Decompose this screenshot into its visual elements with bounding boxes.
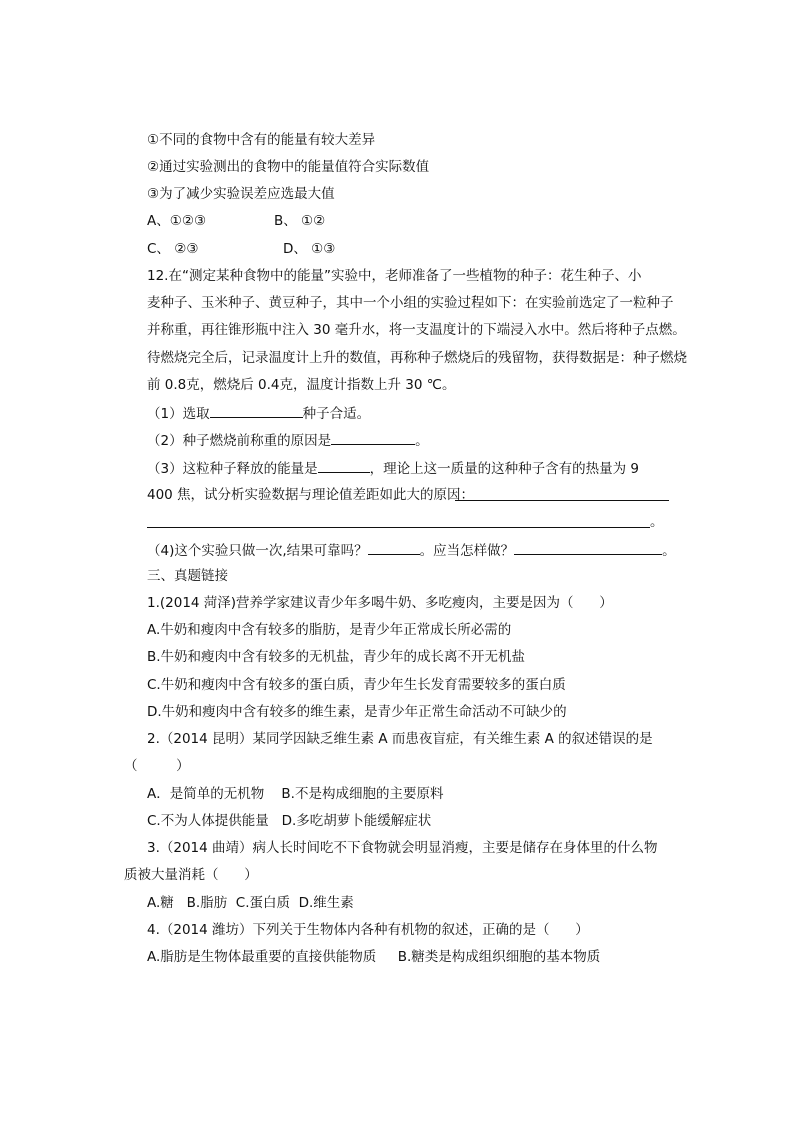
q12-sub4-blank-method[interactable] [514, 541, 662, 555]
q12-sub4-question: （4)这个实验只做一次,结果可靠吗？ [147, 543, 368, 559]
zq1-stem: 1.(2014 菏泽)营养学家建议青少年多喝牛奶、多吃瘦肉，主要是因为（ ） [147, 595, 613, 611]
q11-statement-3: ③为了减少实验误差应选最大值 [147, 186, 335, 202]
zq2-answer-paren: （ ） [124, 758, 190, 774]
q12-sub2-suffix: 。 [415, 433, 429, 449]
zq3-stem: 3.（2014 曲靖）病人长时间吃不下食物就会明显消瘦，主要是储存在身体里的什么物 [147, 840, 658, 856]
q12-stem-line-1: 12.在“测定某种食物中的能量”实验中，老师准备了一些植物的种子：花生种子、小 [147, 268, 642, 284]
q12-sub3-suffix: ，理论上这一质量的这种种子含有的热量为 9 [369, 461, 639, 477]
q12-sub2-blank[interactable] [331, 431, 415, 445]
q12-sub1-blank[interactable] [210, 404, 303, 418]
q11-statement-2: ②通过实验测出的食物中的能量值符合实际数值 [147, 159, 430, 175]
q12-sub3-blank-reason-2[interactable] [147, 527, 650, 528]
q11-choice-d: D、 ①③ [283, 241, 336, 257]
q12-sub1-prefix: （1）选取 [147, 406, 210, 422]
q12-stem-line-3: 并称重，再往锥形瓶中注入 30 毫升水，将一支温度计的下端浸入水中。然后将种子点燃。 [147, 322, 686, 338]
q12-sub4 [147, 541, 676, 559]
q12-sub3-line-2: 400 焦，试分析实验数据与理论值差距如此大的原因： [147, 487, 475, 503]
zq4-stem: 4.（2014 潍坊）下列关于生物体内各种有机物的叙述，正确的是（ ） [147, 922, 589, 938]
q12-stem-line-5: 前 0.8克，燃烧后 0.4克，温度计指数上升 30 ℃。 [147, 377, 456, 393]
zq3-options: A.糖 B.脂肪 C.蛋白质 D.维生素 [147, 895, 354, 911]
q12-stem-line-4: 待燃烧完全后，记录温度计上升的数值，再称种子燃烧后的残留物，获得数据是：种子燃烧 [147, 350, 687, 366]
q12-sub3-blank-reason-1[interactable] [455, 500, 669, 501]
q12-sub3 [147, 459, 639, 477]
q12-sub1 [147, 404, 370, 422]
q12-sub3-end-mark: 。 [650, 514, 664, 530]
q12-sub4-blank-reliable[interactable] [368, 541, 420, 555]
zq3-stem-2: 质被大量消耗（ ） [124, 867, 258, 883]
q12-stem-line-2: 麦种子、玉米种子、黄豆种子，其中一个小组的实验过程如下：在实验前选定了一粒种子 [147, 295, 674, 311]
section-heading: 三、真题链接 [147, 568, 228, 584]
zq1-option-b: B.牛奶和瘦肉中含有较多的无机盐，青少年的成长离不开无机盐 [147, 649, 526, 665]
zq4-options-ab: A.脂肪是生物体最重要的直接供能物质 B.糖类是构成组织细胞的基本物质 [147, 949, 601, 965]
q12-sub2-prefix: （2）种子燃烧前称重的原因是 [147, 433, 332, 449]
q12-sub4-followup: 。应当怎样做？ [419, 543, 515, 559]
q11-choice-a: A、①②③ [147, 213, 207, 229]
q12-sub3-blank-energy[interactable] [318, 459, 370, 473]
zq1-option-d: D.牛奶和瘦肉中含有较多的维生素，是青少年正常生命活动不可缺少的 [147, 704, 567, 720]
q12-sub4-end-mark: 。 [662, 543, 676, 559]
q11-choice-c: C、 ②③ [147, 241, 199, 257]
zq2-stem: 2.（2014 昆明）某同学因缺乏维生素 A 而患夜盲症，有关维生素 A 的叙述错误的是 [147, 731, 653, 747]
q12-sub3-prefix: （3）这粒种子释放的能量是 [147, 461, 318, 477]
zq2-options-ab: A．是简单的无机物 B.不是构成细胞的主要原料 [147, 786, 444, 802]
q11-statement-1: ①不同的食物中含有的能量有较大差异 [147, 132, 376, 148]
q11-choice-b: B、 ①② [274, 213, 326, 229]
q12-sub1-suffix: 种子合适。 [302, 406, 371, 422]
zq1-option-c: C.牛奶和瘦肉中含有较多的蛋白质，青少年生长发育需要较多的蛋白质 [147, 677, 566, 693]
zq1-option-a: A.牛奶和瘦肉中含有较多的脂肪，是青少年正常成长所必需的 [147, 622, 512, 638]
zq2-options-cd: C.不为人体提供能量 D.多吃胡萝卜能缓解症状 [147, 813, 432, 829]
q12-sub2 [147, 431, 429, 449]
